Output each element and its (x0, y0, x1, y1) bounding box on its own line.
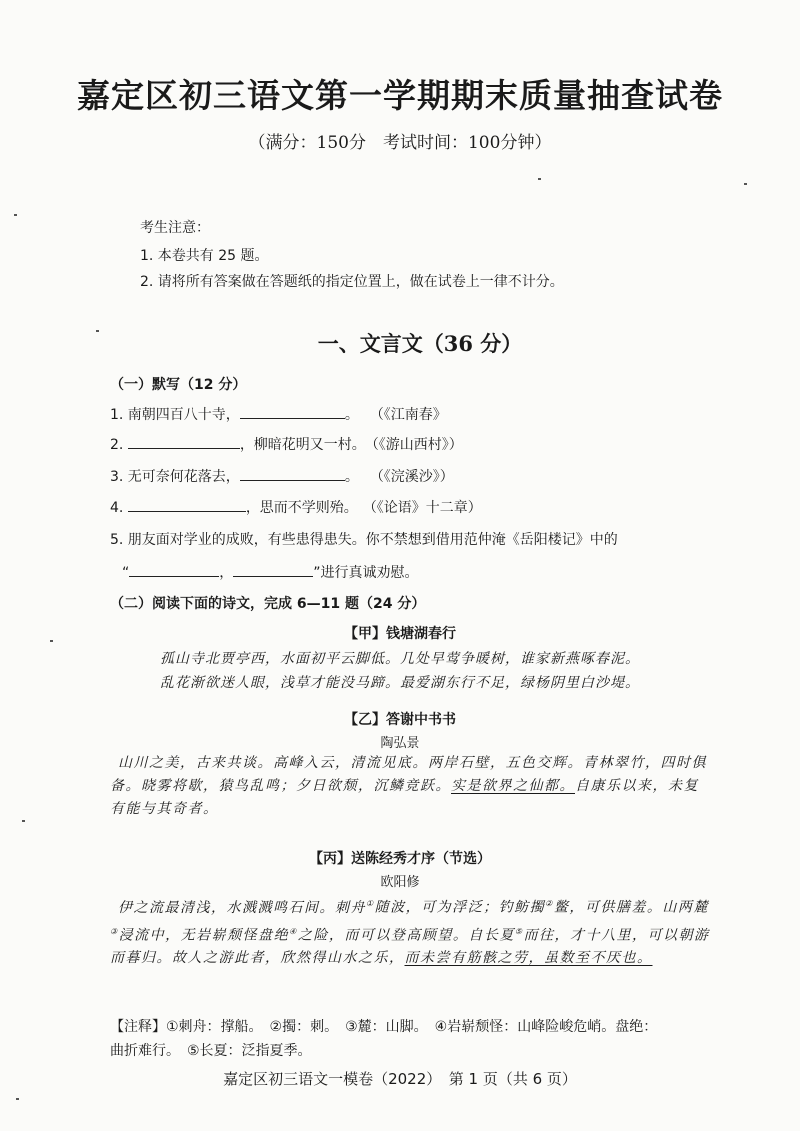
part1-heading: （一）默写（12 分） (110, 377, 247, 393)
q4-suffix: ，思而不学则殆。 (245, 500, 358, 516)
text-bing-body (110, 892, 710, 970)
text-yi-part-b: 自康乐以来，未复有能与其奇者。 (110, 778, 699, 817)
footnote-marker: ③ (110, 926, 119, 936)
notice-item-1: 1. 本卷共有 25 题。 (140, 248, 269, 264)
page-footer: 嘉定区初三语文一模卷（2022） 第 1 页（共 6 页） (223, 1070, 577, 1088)
text-bing-part-e: 之险，而可以登高顾望。自长夏 (297, 927, 515, 944)
notes-line-2: 曲折难行。 ⑤长夏：泛指夏季。 (110, 1043, 312, 1059)
text-bing-part-a: 伊之流最清浅，水溅溅鸣石间。刺舟 (118, 899, 366, 916)
q2-prefix: 2. (110, 437, 128, 453)
text-bing-author: 欧阳修 (380, 875, 420, 890)
question-5-line2 (122, 562, 419, 582)
scan-speck (22, 820, 25, 822)
text-bing-part-d: 浸流中，无岩崭颓怪盘绝 (118, 927, 290, 944)
text-yi-body (110, 752, 710, 821)
answer-blank[interactable] (128, 497, 246, 512)
answer-blank[interactable] (128, 434, 240, 449)
text-bing-title: 【丙】送陈经秀才序（节选） (309, 851, 491, 867)
q3-prefix: 3. 无可奈何花落去， (110, 469, 240, 485)
scan-speck (50, 640, 53, 642)
text-bing-part-f: 而往，才十八里，可以朝游而暮归。故人之游此者，欣然得山水之乐， (110, 927, 710, 967)
answer-blank[interactable] (240, 466, 345, 481)
exam-subtitle: （满分：150分 考试时间：100分钟） (248, 133, 552, 153)
poem-jia-line-2: 乱花渐欲迷人眼，浅草才能没马蹄。最爱湖东行不足，绿杨阴里白沙堤。 (160, 675, 640, 691)
q1-prefix: 1. 南朝四百八十寺， (110, 407, 240, 423)
scan-speck (16, 1098, 19, 1100)
q3-suffix: 。 (344, 469, 359, 485)
section-title: 一、文言文（36 分） (317, 331, 523, 356)
text-yi-title: 【乙】答谢中书书 (344, 712, 456, 728)
question-1 (110, 404, 447, 424)
open-quote: “ (122, 565, 130, 581)
scan-speck (14, 214, 17, 216)
answer-blank[interactable] (129, 562, 219, 577)
text-yi-author: 陶弘景 (380, 736, 420, 751)
notice-item-2: 2. 请将所有答案做在答题纸的指定位置上，做在试卷上一律不计分。 (140, 274, 564, 290)
question-4 (110, 497, 482, 517)
scan-speck (744, 183, 747, 185)
exam-title: 嘉定区初三语文第一学期期末质量抽查试卷 (77, 76, 723, 115)
q3-source: （《浣溪沙》） (376, 469, 454, 485)
notice-heading: 考生注意： (140, 220, 210, 236)
footnote-marker: ② (545, 899, 554, 908)
q2-source: （《游山西村》） (371, 437, 463, 453)
footnote-marker: ① (366, 899, 375, 908)
q4-source: （《论语》十二章） (369, 500, 482, 516)
q1-suffix: 。 (344, 407, 359, 423)
poem-jia-line-1: 孤山寺北贾亭西，水面初平云脚低。几处早莺争暖树，谁家新燕啄春泥。 (160, 651, 640, 667)
text-bing-part-c: 鳖，可供膳羞。山两麓 (553, 899, 709, 916)
answer-blank[interactable] (233, 562, 313, 577)
question-2 (110, 434, 463, 454)
q5-suffix: ”进行真诚劝慰。 (313, 565, 419, 581)
q4-prefix: 4. (110, 500, 128, 516)
question-3 (110, 466, 454, 486)
text-bing-underlined: 而未尝有筋骸之劳，虽数至不厌也。 (404, 950, 653, 967)
footnote-marker: ⑤ (514, 926, 524, 936)
q5-comma: ， (219, 565, 234, 581)
q1-source: （《江南春》 (376, 407, 447, 423)
notes-line-1: 【注释】①刺舟：撑船。 ②擉：刺。 ③麓：山脚。 ④岩崭颓怪：山峰险峻危峭。盘绝： (110, 1019, 658, 1035)
q2-suffix: ，柳暗花明又一村。 (239, 437, 366, 453)
text-yi-underlined: 实是欲界之仙都。 (451, 778, 575, 794)
text-yi-part-a: 山川之美，古来共谈。高峰入云，清流见底。两岸石壁，五色交辉。青林翠竹，四时俱备。晓雾将歇，猿鸟乱鸣；夕日欲颓，沉鳞竞跃。 (110, 755, 707, 794)
scan-speck (538, 178, 541, 180)
footnote-marker: ④ (289, 926, 298, 936)
answer-blank[interactable] (240, 404, 345, 419)
question-5-line1: 5. 朋友面对学业的成败，有些患得患失。你不禁想到借用范仲淹《岳阳楼记》中的 (110, 532, 618, 548)
poem-jia-title: 【甲】钱塘湖春行 (344, 626, 456, 642)
part2-heading: （二）阅读下面的诗文，完成 6—11 题（24 分） (110, 596, 426, 612)
text-bing-part-b: 随波，可为浮泛；钓鲂擉 (374, 899, 546, 916)
scan-speck (96, 330, 99, 332)
